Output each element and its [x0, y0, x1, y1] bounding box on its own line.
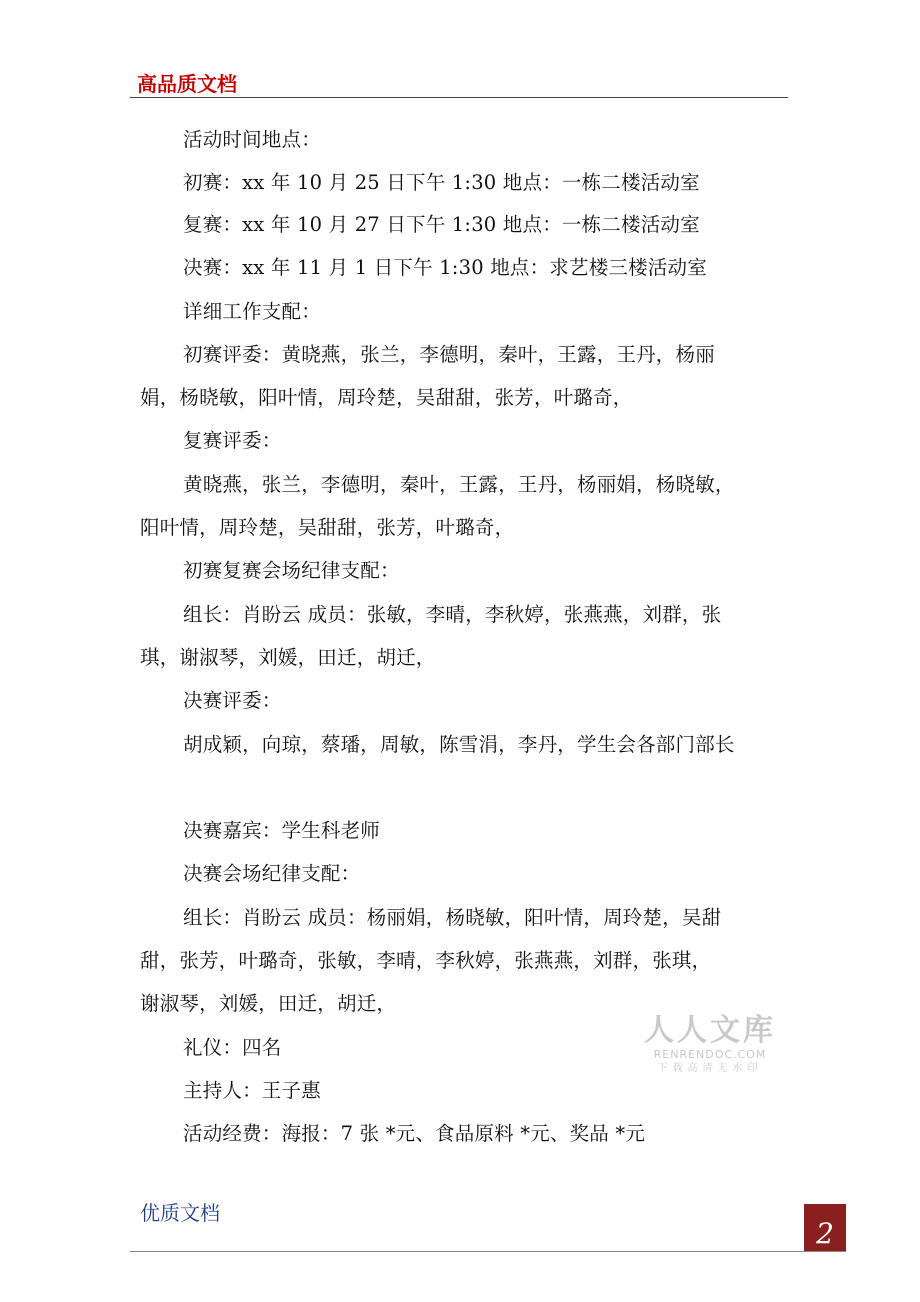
page-number-badge: [804, 1204, 846, 1251]
text-line: 活动时间地点：: [183, 128, 321, 151]
text-line: 甜，张芳，叶璐奇，张敏，李晴，李秋婷，张燕燕，刘群，张琪，: [140, 949, 712, 972]
text-line: 决赛：xx 年 11 月 1 日下午 1:30 地点：求艺楼三楼活动室: [183, 256, 707, 279]
text-line: 组长：肖盼云 成员：张敏，李晴，李秋婷，张燕燕，刘群，张: [183, 603, 722, 626]
watermark-name: 人人文库: [644, 1013, 776, 1048]
text-line: 决赛嘉宾：学生科老师: [183, 819, 381, 842]
watermark-tagline: 下载高清无水印: [657, 1063, 763, 1074]
header-title: 高品质文档: [137, 72, 237, 96]
header-divider: [130, 97, 788, 98]
page-number: 2: [816, 1217, 834, 1250]
text-line: 复赛：xx 年 10 月 27 日下午 1:30 地点：一栋二楼活动室: [183, 213, 700, 236]
text-line: 组长：肖盼云 成员：杨丽娟，杨晓敏，阳叶情，周玲楚，吴甜: [183, 906, 722, 929]
text-line: 详细工作支配：: [183, 300, 321, 323]
text-line: 礼仪：四名: [183, 1036, 282, 1059]
text-line: 决赛评委：: [183, 689, 282, 712]
text-line: 黄晓燕，张兰，李德明，秦叶，王露，王丹，杨丽娟，杨晓敏，: [183, 473, 735, 496]
text-line: 主持人：王子惠: [183, 1079, 321, 1102]
text-line: 阳叶情，周玲楚，吴甜甜，张芳，叶璐奇，: [140, 516, 515, 539]
text-line: 胡成颖，向琼，蔡璠，周敏，陈雪涓，李丹，学生会各部门部长: [183, 733, 735, 756]
text-line: 谢淑琴，刘媛，田迁，胡迁，: [140, 992, 397, 1015]
text-line: 复赛评委：: [183, 429, 282, 452]
footer-title: 优质文档: [140, 1201, 220, 1225]
text-line: 决赛会场纪律支配：: [183, 862, 361, 885]
watermark-domain: RENRENDOC.COM: [653, 1048, 767, 1061]
watermark-logo: [640, 1014, 780, 1076]
text-line: 初赛评委：黄晓燕，张兰，李德明，秦叶，王露，王丹，杨丽: [183, 343, 715, 366]
text-line: 娟，杨晓敏，阳叶情，周玲楚，吴甜甜，张芳，叶璐奇，: [140, 386, 633, 409]
text-line: 初赛：xx 年 10 月 25 日下午 1:30 地点：一栋二楼活动室: [183, 171, 700, 194]
text-line: 琪，谢淑琴，刘媛，田迁，胡迁，: [140, 646, 436, 669]
text-line: 活动经费：海报：7 张 *元、食品原料 *元、奖品 *元: [183, 1122, 646, 1145]
text-line: 初赛复赛会场纪律支配：: [183, 559, 400, 582]
footer-divider: [130, 1251, 846, 1252]
